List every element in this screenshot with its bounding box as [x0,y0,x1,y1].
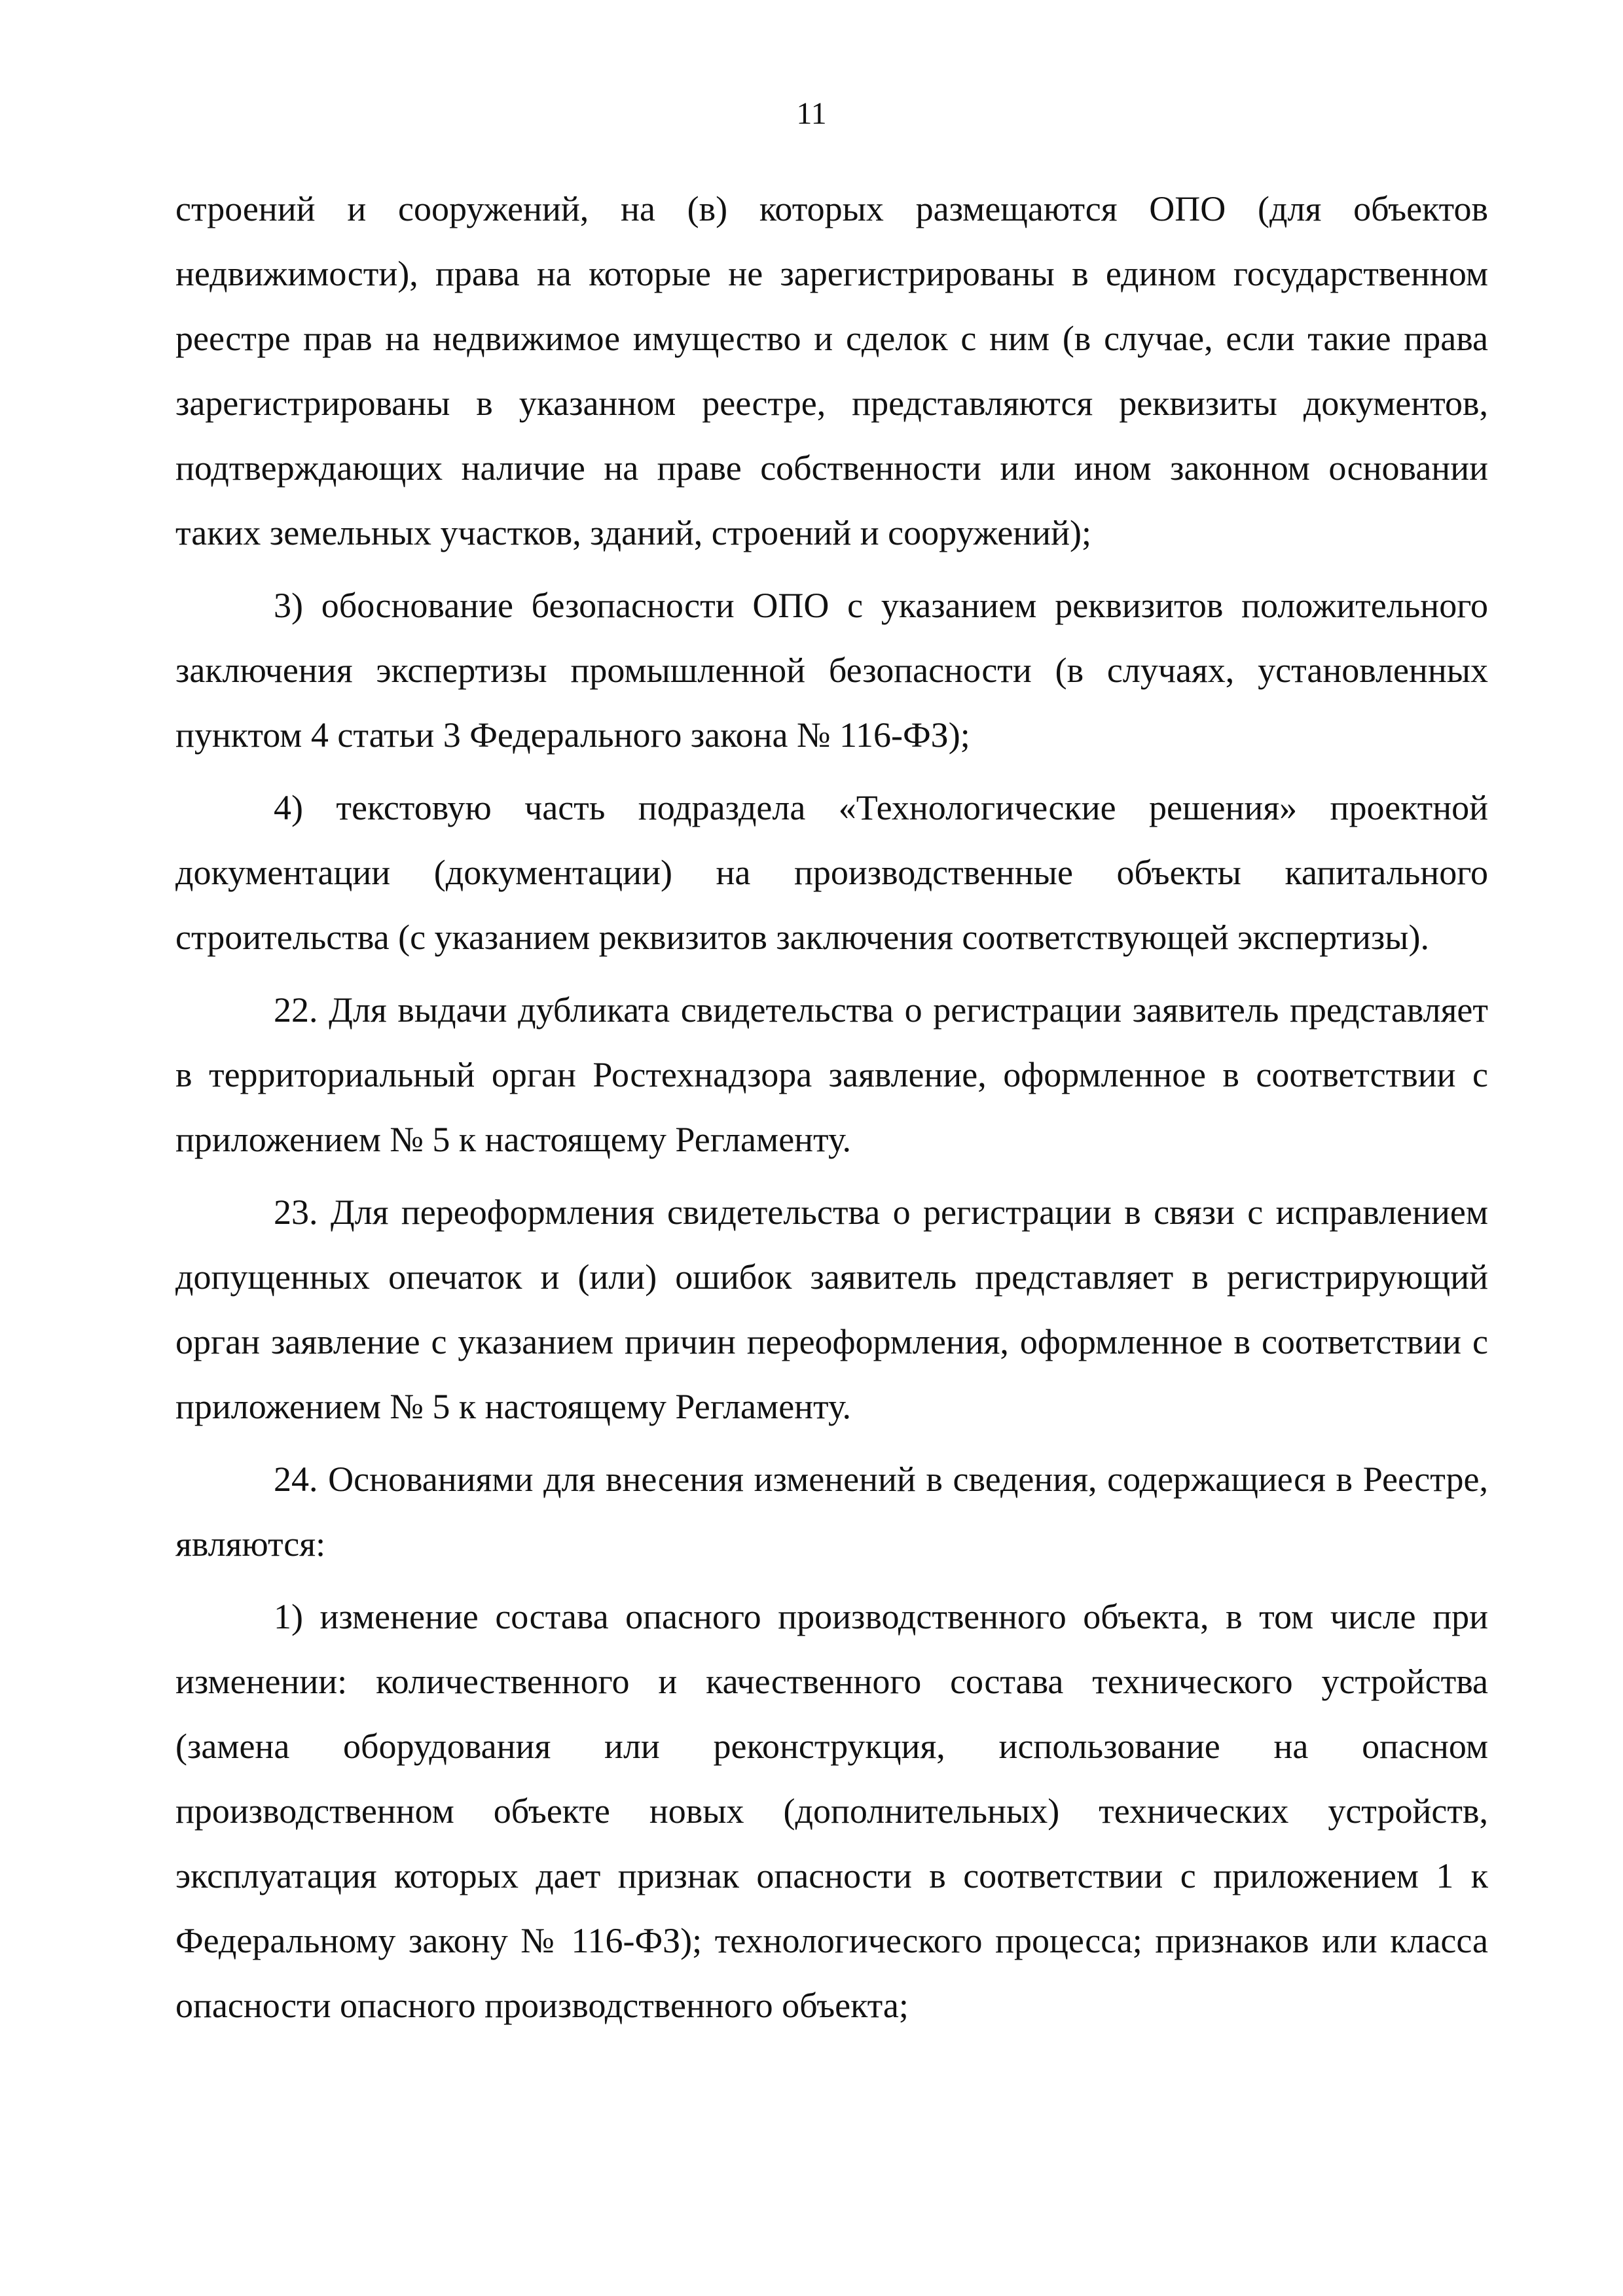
paragraph-24-item-1: 1) изменение состава опасного производственного объекта, в том числе при изменении: количественного и качественного состава технического устройства (замена оборудования или реконструкция, использование на опасном производственном объекте новых (дополнительных) технических устройств, эксплуатация которых дает признак опасности в соответствии с приложением 1 к Федеральному закону № 116-ФЗ); технологического процесса; признаков или класса опасности опасного производственного объекта; [175,1597,1488,2025]
paragraph-item-3: 3) обоснование безопасности ОПО с указанием реквизитов положительного заключения экспертизы промышленной безопасности (в случаях, установленных пунктом 4 статьи 3 Федерального закона № 116-ФЗ); [175,586,1488,755]
paragraph-23: 23. Для переоформления свидетельства о регистрации в связи с исправлением допущенных опечаток и (или) ошибок заявитель представляет в регистрирующий орган заявление с указанием причин переоформления, оформленное в соответствии с приложением № 5 к настоящему Регламенту. [175,1193,1488,1426]
paragraph-22: 22. Для выдачи дубликата свидетельства о регистрации заявитель представляет в территориальный орган Ростехнадзора заявление, оформленное в соответствии с приложением № 5 к настоящему Регламенту. [175,990,1488,1159]
document-body [175,177,1488,2038]
page-number: 11 [796,96,827,131]
paragraph-item-4: 4) текстовую часть подраздела «Технологические решения» проектной документации (документации) на производственные объекты капитального строительства (с указанием реквизитов заключения соответствующей экспертизы). [175,788,1488,957]
paragraph-24: 24. Основаниями для внесения изменений в сведения, содержащиеся в Реестре, являются: [175,1460,1488,1564]
paragraph-continuation: строений и сооружений, на (в) которых размещаются ОПО (для объектов недвижимости), права на которые не зарегистрированы в едином государственном реестре прав на недвижимое имущество и сделок с ним (в случае, если такие права зарегистрированы в указанном реестре, представляются реквизиты документов, подтверждающих наличие на праве собственности или ином законном основании таких земельных участков, зданий, строений и сооружений); [175,189,1488,552]
